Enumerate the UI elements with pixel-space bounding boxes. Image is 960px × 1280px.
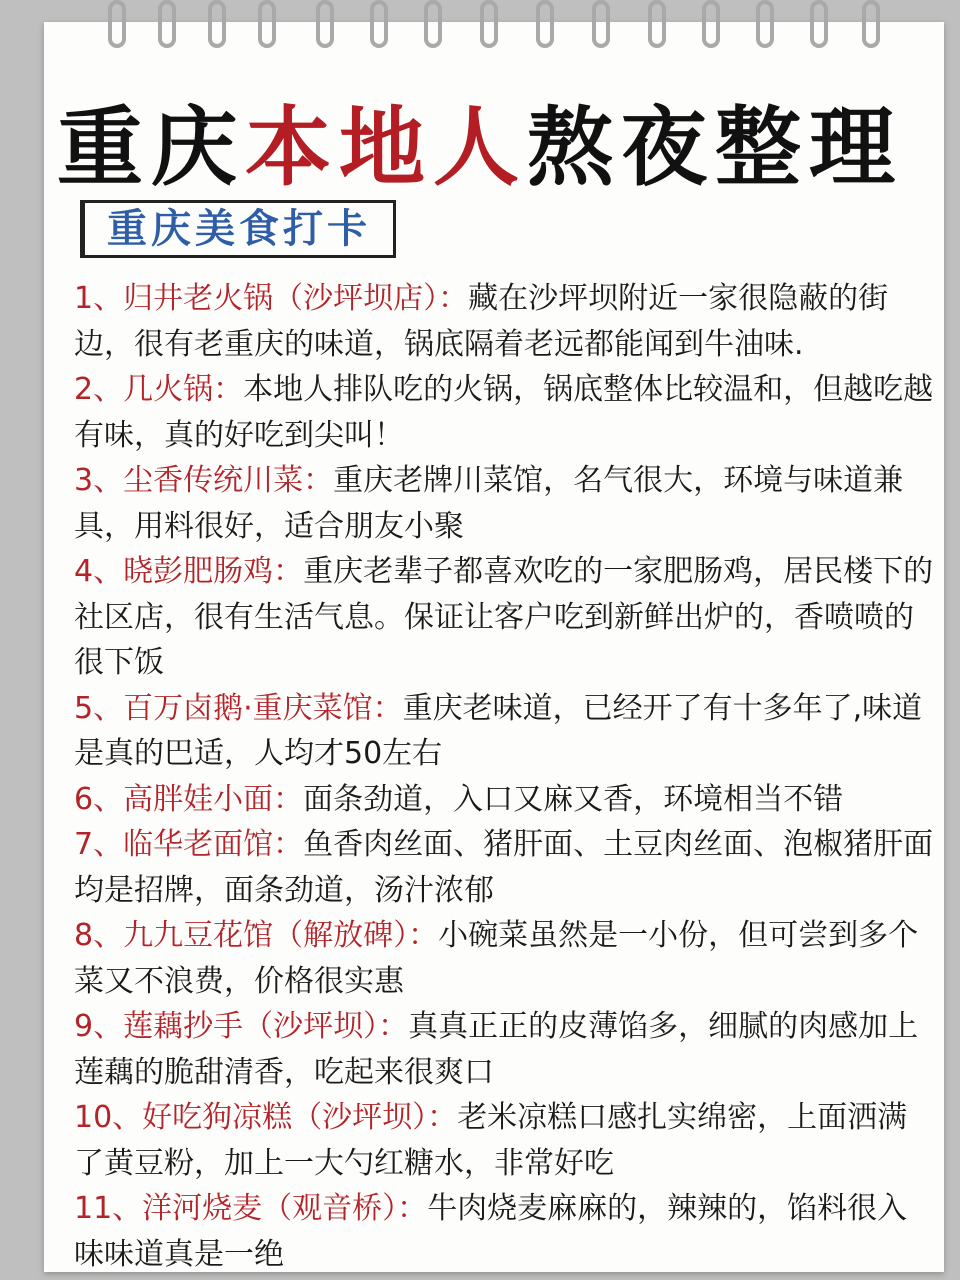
ring-icon [316,0,334,48]
list-item [74,458,934,549]
list-item [74,549,934,686]
restaurant-description: 重庆老辈子都喜欢吃的一家肥肠鸡，居民楼下的社区店，很有生活气息。保证让客户吃到新鲜出炉的，香喷喷的很下饭 [74,554,934,680]
ring-icon [208,0,226,48]
restaurant-name: 11、洋河烧麦（观音桥）： [74,1191,428,1226]
list-item [74,913,934,1004]
list-item [74,1186,934,1277]
list-item [74,822,934,913]
ring-icon [536,0,554,48]
restaurant-description: 藏在沙坪坝附近一家很隐蔽的街边，很有老重庆的味道，锅底隔着老远都能闻到牛油味. [74,281,889,362]
ring-icon [756,0,774,48]
list-item [74,367,934,458]
title-part-1: 重庆 [57,98,245,198]
list-item [74,276,934,367]
restaurant-name: 10、好吃狗凉糕（沙坪坝）： [74,1100,458,1135]
list-item [74,1095,934,1186]
ring-icon [648,0,666,48]
restaurant-description: 面条劲道，入口又麻又香，环境相当不错 [303,781,844,817]
restaurant-name: 1、归井老火锅（沙坪坝店）： [74,281,469,316]
ring-icon [158,0,176,48]
title-part-3: 熬夜整理 [527,98,903,198]
restaurant-description: 重庆老牌川菜馆，名气很大，环境与味道兼具，用料很好，适合朋友小聚 [74,463,904,544]
restaurant-name: 3、尘香传统川菜： [74,463,334,498]
restaurant-description: 真真正正的皮薄馅多，细腻的肉感加上莲藕的脆甜清香，吃起来很爽口 [74,1009,919,1090]
food-list [74,276,934,1277]
restaurant-description: 老米凉糕口感扎实绵密，上面洒满了黄豆粉，加上一大勺红糖水，非常好吃 [74,1100,908,1181]
restaurant-name: 9、莲藕抄手（沙坪坝）： [74,1009,409,1044]
restaurant-name: 8、九九豆花馆（解放碑）： [74,918,439,953]
ring-icon [592,0,610,48]
restaurant-name: 7、临华老面馆： [74,827,304,862]
restaurant-name: 5、百万卤鹅·重庆菜馆： [74,690,403,726]
restaurant-description: 小碗菜虽然是一小份，但可尝到多个菜又不浪费，价格很实惠 [74,918,919,999]
ring-icon [370,0,388,48]
restaurant-description: 牛肉烧麦麻麻的，辣辣的，馅料很入味味道真是一绝 [74,1191,908,1272]
ring-icon [480,0,498,48]
ring-icon [862,0,880,48]
ring-icon [702,0,720,48]
list-item [74,777,934,823]
restaurant-name: 6、高胖娃小面： [74,781,304,817]
restaurant-description: 本地人排队吃的火锅，锅底整体比较温和，但越吃越有味，真的好吃到尖叫！ [74,372,934,453]
restaurant-name: 2、几火锅： [74,372,244,407]
ring-icon [108,0,126,48]
restaurant-description: 鱼香肉丝面、猪肝面、土豆肉丝面、泡椒猪肝面均是招牌，面条劲道，汤汁浓郁 [74,827,934,908]
restaurant-name: 4、晓彭肥肠鸡： [74,554,304,589]
ring-icon [258,0,276,48]
ring-icon [810,0,828,48]
page-title [0,78,960,202]
list-item [74,686,934,777]
section-heading: 重庆美食打卡 [80,200,396,258]
restaurant-description: 重庆老味道，已经开了有十多年了,味道是真的巴适，人均才50左右 [74,690,923,771]
list-item [74,1004,934,1095]
spiral-binding [0,0,960,50]
title-part-2: 本地人 [245,98,527,198]
ring-icon [424,0,442,48]
